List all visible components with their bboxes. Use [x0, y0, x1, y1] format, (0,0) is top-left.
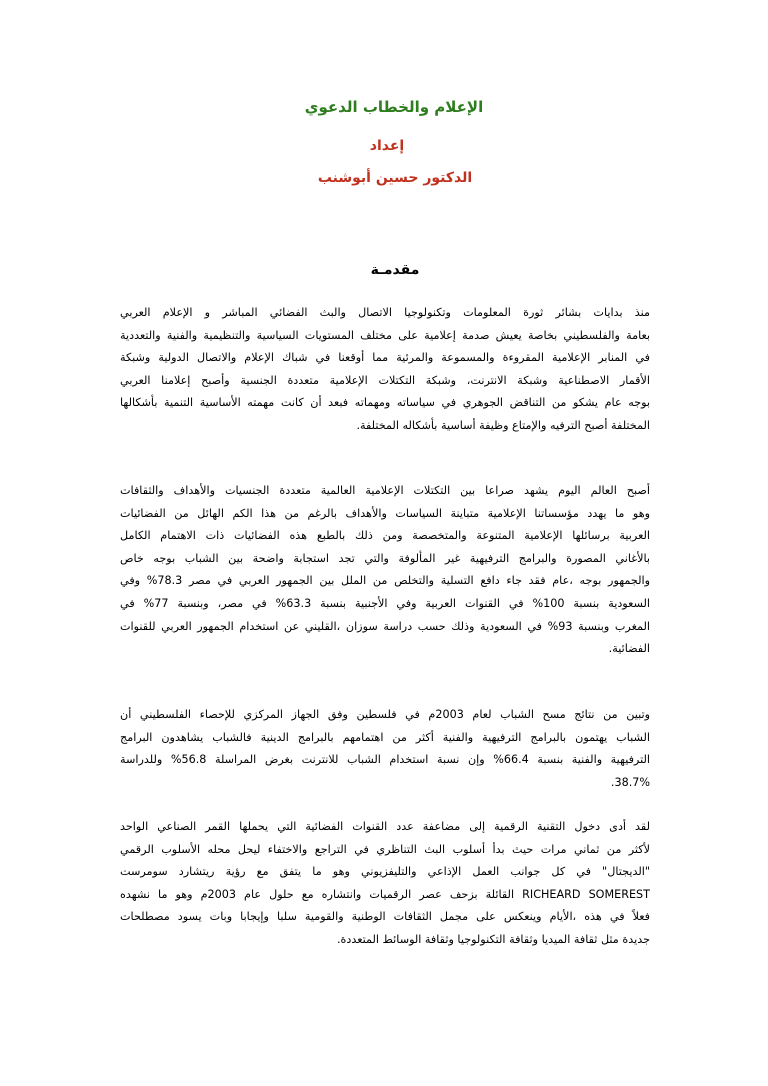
document-title: الإعلام والخطاب الدعوي [304, 98, 484, 116]
paragraph-line: الترفيهية والفنية بنسبة 66.4% وإن نسبة استخدام الشباب للانترنت بغرض المراسلة 56.8% وللدراسة [120, 753, 650, 767]
paragraph-line: بالأغاني المصورة والبرامج الترفيهية غير المألوفة والتي تجد استجابة واضحة بين الشباب بوجه خاص [120, 551, 650, 565]
section-heading: مقدمـة [370, 262, 420, 278]
paragraph-3 [120, 704, 650, 794]
paragraph-line: وهو ما يهدد مؤسساتنا الإعلامية متباينة السياسات والأهداف بالرغم من هذا الكم الهائل من الفضائيات [120, 506, 650, 520]
paragraph-line: العربية برسائلها الإعلامية المتنوعة والمتخصصة ومن ذلك بالطبع هذه الفضائيات ذات الاهتمام الكامل [120, 529, 650, 543]
paragraph-4 [120, 816, 650, 952]
paragraph-line: الأقمار الاصطناعية وشبكة الانترنت، وشبكة التكتلات الإعلامية متعددة الجنسية وأصبح إعلامنا العربي [120, 373, 650, 387]
paragraph-line: بوجه عام يشكو من التناقض الجوهري في سياساته ومهماته فبعد أن كانت مهمته الأساسية التنمية بأشكالها [120, 396, 650, 410]
paragraph-line: أصبح العالم اليوم يشهد صراعا بين التكتلات الإعلامية العالمية متعددة الجنسيات والأهداف والثقافات [120, 484, 650, 497]
paragraph-line: منذ بدايات بشائر ثورة المعلومات وتكنولوجيا الاتصال والبث الفضائي المباشر و الإعلام العربي [120, 306, 650, 319]
paragraph-line: RICHEARD SOMEREST القائلة بزحف عصر الرقميات وانتشاره مع حلول عام 2003م وهو ما نشهده [120, 887, 650, 901]
paragraph-line: والجمهور بوجه ،عام فقد جاء دافع التسلية والتخلص من الملل بين الجمهور العربي في مصر 78.3% وفي [120, 574, 650, 588]
paragraph-line: لأكثر من ثماني مرات حيث بدأ أسلوب البث التناظري في التراجع والاختفاء ليحل محله الأسلوب الرقمي [120, 842, 650, 856]
paragraph-1 [120, 302, 650, 438]
paragraph-line: الفضائية. [608, 642, 650, 656]
paragraph-line: جديدة مثل ثقافة الميديا وثقافة التكنولوجيا وثقافة الوسائط المتعددة. [336, 932, 650, 946]
paragraph-line: المختلفة أصبح الترفيه والإمتاع وظيفة أساسية بأشكاله المختلفة. [356, 418, 650, 432]
paragraph-line: المغرب وبنسبة 93% في السعودية وذلك حسب دراسة سوزان ،القليني عن استخدام الجمهور العربي للقنوات [120, 619, 650, 633]
paragraph-line: لقد أدى دخول التقنية الرقمية إلى مضاعفة عدد القنوات الفضائية التي يحملها القمر الصناعي الواحد [120, 820, 650, 833]
paragraph-line: وتبين من نتائج مسح الشباب لعام 2003م في فلسطين وفق الجهاز المركزي للإحصاء الفلسطيني أن [120, 708, 650, 721]
title-block [0, 98, 768, 186]
paragraph-line: "الديجتال" في كل جوانب العمل الإذاعي والتليفزيوني وهو ما يتفق مع رؤية ريتشارد سومرست [120, 865, 650, 879]
paragraph-line: الشباب يهتمون بالبرامج الترفيهية والفنية أكثر من اهتمامهم بالبرامج الدينية فالشباب يشاهدون البرامج [120, 730, 650, 744]
paragraph-line: بعامة والفلسطيني بخاصة يعيش صدمة إعلامية على مختلف المستويات السياسية والتنظيمية والفنية والتعددية [120, 328, 650, 342]
prepared-by-label: إعداد [369, 138, 405, 154]
paragraph-line: 38.7%. [610, 775, 650, 789]
paragraph-line: في المنابر الإعلامية المقروءة والمسموعة والمرئية مما أوقعنا في شباك الإعلام والاتصال الدولية وشبكة [120, 351, 650, 365]
paragraph-line: فعلاً في هذه ،الأيام وينعكس على مجمل الثقافات الوطنية والقومية سلبا وإيجابا وبات يسود مصطلحات [120, 910, 650, 924]
paragraph-line: السعودية بنسبة 100% في القنوات العربية وفي الأجنبية بنسبة 63.3% في مصر، وبنسبة 77% في [120, 596, 650, 610]
paragraph-2 [120, 480, 650, 661]
author-name: الدكتور حسين أبوشنب [317, 170, 473, 186]
